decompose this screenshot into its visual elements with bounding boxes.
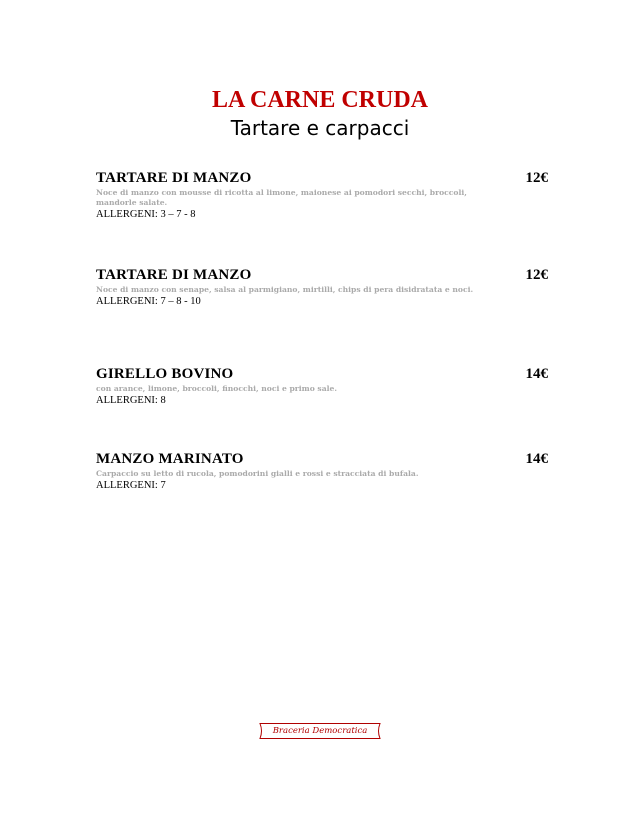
- item-allergens: ALLERGENI: 7: [96, 480, 166, 491]
- item-name: TARTARE DI MANZO: [96, 267, 252, 283]
- menu-item: [96, 366, 550, 407]
- menu-header: [0, 86, 640, 141]
- item-allergens: ALLERGENI: 7 – 8 - 10: [96, 296, 201, 307]
- item-description: Noce di manzo con mousse di ricotta al limone, maionese ai pomodori secchi, broccoli, mandorle salate.: [96, 188, 467, 207]
- item-description: con arance, limone, broccoli, finocchi, noci e primo sale.: [96, 384, 337, 393]
- item-price: 12€: [525, 170, 548, 186]
- restaurant-logo: [256, 722, 384, 740]
- item-price: 14€: [525, 366, 548, 382]
- item-name: MANZO MARINATO: [96, 451, 244, 467]
- menu-item: [96, 267, 550, 308]
- item-name: GIRELLO BOVINO: [96, 366, 234, 382]
- item-allergens: ALLERGENI: 8: [96, 395, 166, 406]
- item-price: 14€: [525, 451, 548, 467]
- item-price: 12€: [525, 267, 548, 283]
- section-subtitle: Tartare e carpacci: [230, 116, 410, 140]
- item-allergens: ALLERGENI: 3 – 7 - 8: [96, 209, 196, 220]
- item-description: Carpaccio su letto di rucola, pomodorini gialli e rossi e stracciata di bufala.: [96, 469, 419, 478]
- section-title: LA CARNE CRUDA: [211, 87, 428, 113]
- logo-text: Braceria Democratica: [272, 726, 368, 736]
- item-name: TARTARE DI MANZO: [96, 170, 252, 186]
- menu-item: [96, 170, 550, 221]
- menu-item: [96, 451, 550, 492]
- item-description: Noce di manzo con senape, salsa al parmigiano, mirtilli, chips di pera disidratata e noci.: [96, 285, 474, 294]
